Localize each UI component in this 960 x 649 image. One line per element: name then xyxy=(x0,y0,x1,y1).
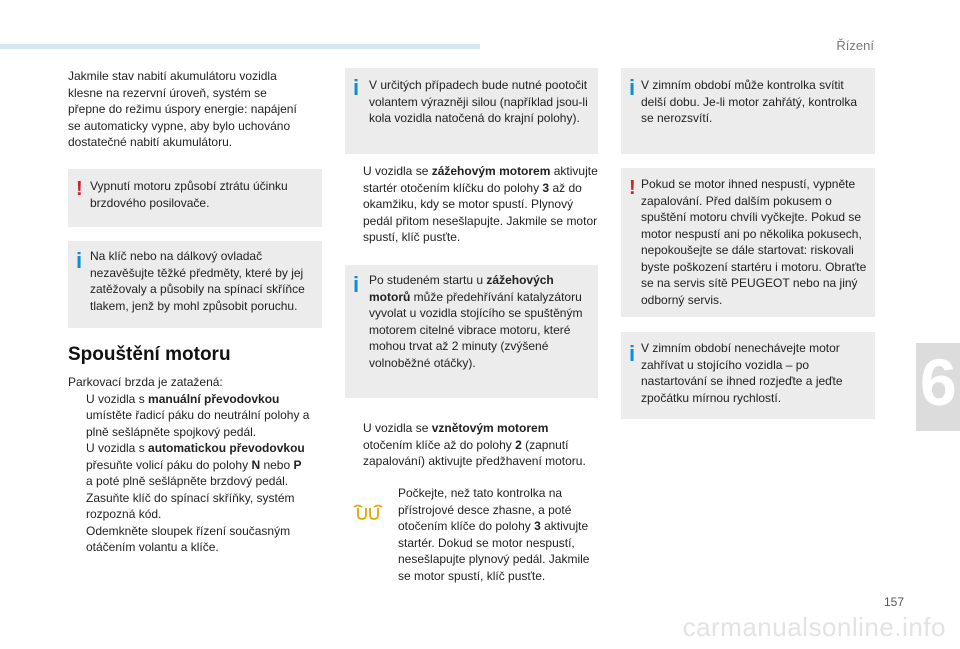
page-number: 157 xyxy=(883,595,904,609)
info-box-winter-light xyxy=(621,68,875,154)
diesel-engine-instructions xyxy=(345,420,595,470)
start-instructions xyxy=(68,374,318,556)
info-box-winter-warmup xyxy=(621,332,875,419)
list-item: U vozidla s manuální převodovkou umístěte řadicí páku do neutrální polohy a plně sešlápněte spojkový pedál. xyxy=(86,391,310,439)
section-title: Spouštění motoru xyxy=(68,344,231,365)
info-icon: i xyxy=(353,75,360,100)
petrol-engine-instructions xyxy=(345,163,600,246)
info-box-catalyst xyxy=(345,265,598,398)
glow-plug-icon xyxy=(352,503,384,521)
chapter-number: 6 xyxy=(920,345,957,419)
info-text: V zimním období nenechávejte motor zahřívat u stojícího vozidla – po nastartování se ihned rozjeďte a jeďte zpočátku mírnou rychlostí. xyxy=(641,341,843,405)
chapter-tab xyxy=(916,343,960,431)
warning-icon: ! xyxy=(629,177,636,199)
warning-box-brake xyxy=(68,169,322,227)
info-icon: i xyxy=(629,75,636,100)
info-icon: i xyxy=(353,272,360,297)
glow-plug-note: Počkejte, než tato kontrolka na přístrojové desce zhasne, a poté otočením klíče do polohy 3 aktivujte startér. Dokud se motor nespustí, nesešlapujte plynový pedál. Jakmile se motor spustí, klíč pusťte. xyxy=(398,486,590,583)
list-item: Odemkněte sloupek řízení současným otáčením volantu a klíče. xyxy=(86,523,291,554)
warning-icon: ! xyxy=(76,178,83,200)
list-item: U vozidla se zážehovým motorem aktivujte startér otočením klíčku do polohy 3 až do okamžiku, kdy se motor spustí. Plynový pedál přitom nesešlapujte. Jakmile se motor spustí, klíč pusťte. xyxy=(363,164,598,244)
list-item: Zasuňte klíč do spínací skříňky, systém rozpozná kód. xyxy=(86,490,295,521)
parking-brake-note: Parkovací brzda je zatažená: xyxy=(68,375,223,389)
info-icon: i xyxy=(629,341,636,366)
chapter-title: Řízení xyxy=(836,38,874,53)
intro-paragraph: Jakmile stav nabití akumulátoru vozidla klesne na rezervní úroveň, systém se přepne do režimu úspory energie: napájení se automaticky vypne, aby bylo uchováno dostatečné nabití akumulátoru. xyxy=(68,69,297,149)
info-box-key xyxy=(68,241,322,328)
header-bar xyxy=(0,44,480,49)
warning-box-start-fail xyxy=(621,168,875,317)
info-text: V určitých případech bude nutné pootočit volantem výrazněji silou (například jsou-li kola vozidla natočená do krajní polohy). xyxy=(369,78,588,125)
info-box-steering xyxy=(345,68,598,154)
info-text: V zimním období může kontrolka svítit delší dobu. Je-li motor zahřátý, kontrolka se nerozsvítí. xyxy=(641,78,858,125)
watermark: carmanualsonline.info xyxy=(682,612,946,642)
list-item: U vozidla se vznětovým motorem otočením klíče až do polohy 2 (zapnutí zapalování) aktivujte předžhavení motoru. xyxy=(363,421,586,468)
list-item: U vozidla s automatickou převodovkou přesuňte volicí páku do polohy N nebo P a poté plně sešlápněte brzdový pedál. xyxy=(86,441,305,488)
info-icon: i xyxy=(76,248,83,273)
info-text: Po studeném startu u zážehových motorů může předehřívání katalyzátoru vyvolat u vozidla stojícího se spuštěným motorem citelné vibrace motoru, které mohou trvat až 2 minuty (zvýšené volnoběžné otáčky). xyxy=(369,273,583,370)
warning-text: Pokud se motor ihned nespustí, vypněte zapalování. Před dalším pokusem o spuštění motoru chvíli vyčkejte. Pokud se motor nespustí ani po několika pokusech, nepokoušejte se dále startovat: riskovali byste poškození startéru i motoru. Obraťte se na servis sítě PEUGEOT nebo na jiný odborný servis. xyxy=(641,177,867,307)
info-text: Na klíč nebo na dálkový ovladač nezavěšujte těžké předměty, které by jej zatěžovaly a působily na spínací skříňce tlakem, jenž by mohl způsobit poruchu. xyxy=(90,249,305,313)
warning-text: Vypnutí motoru způsobí ztrátu účinku brzdového posilovače. xyxy=(90,179,288,210)
